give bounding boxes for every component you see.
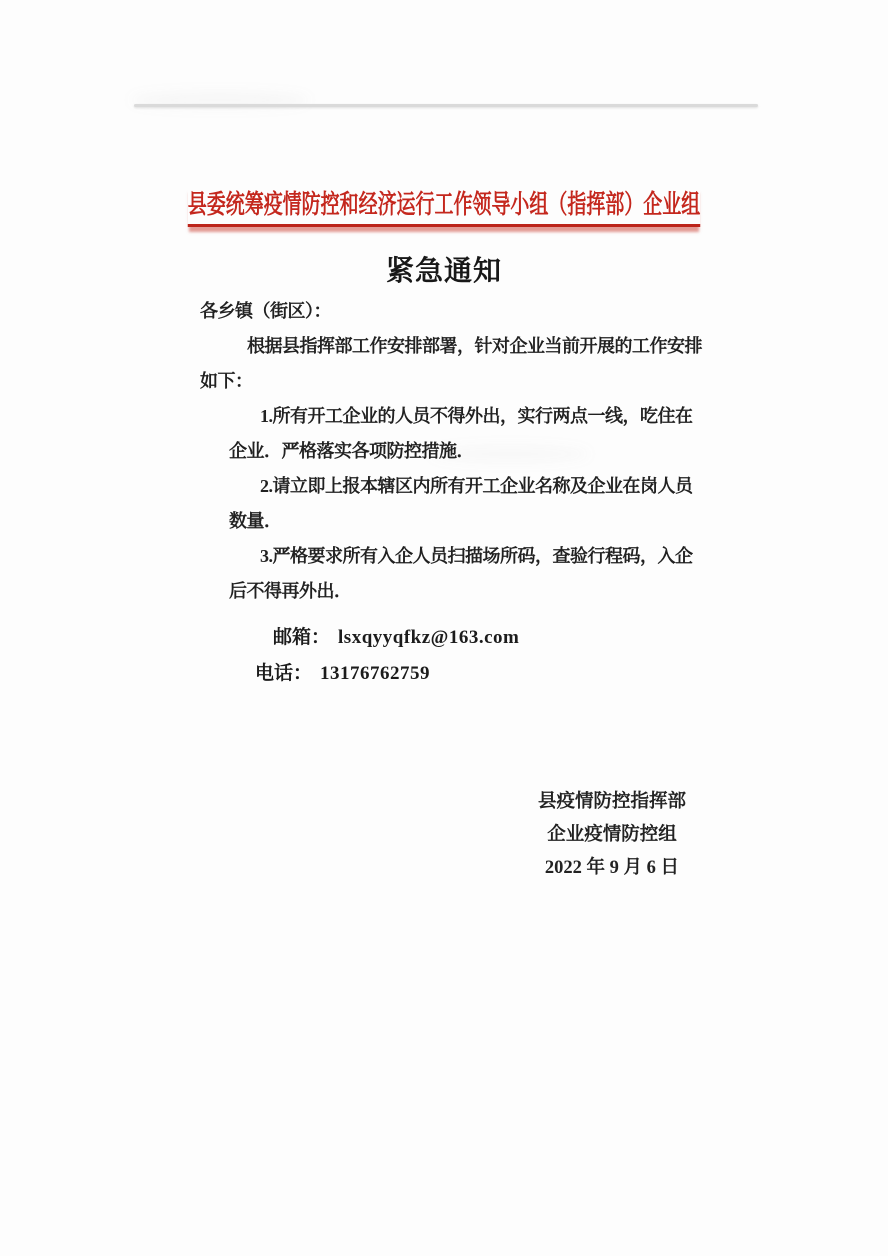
phone-number: 13176762759 <box>320 663 431 684</box>
item-2-line-1: 2.请立即上报本辖区内所有开工企业名称及企业在岗人员 <box>260 476 693 496</box>
org-title <box>0 184 888 227</box>
signature-org-2: 企业疫情防控组 <box>547 825 677 845</box>
email-address: lsxqyyqfkz@163.com <box>338 627 520 648</box>
email-line <box>255 620 519 656</box>
phone-label: 电话： <box>255 663 313 684</box>
salutation-line: 各乡镇（街区）： <box>200 301 331 321</box>
notice-body <box>200 294 700 609</box>
item-1-line-1: 1.所有开工企业的人员不得外出，实行两点一线，吃住在 <box>260 406 693 426</box>
header-divider-line <box>134 104 758 107</box>
intro-line-1: 根据县指挥部工作安排部署，针对企业当前开展的工作安排 <box>247 336 702 356</box>
signature-date: 2022 年 9 月 6 日 <box>544 858 680 878</box>
email-label: 邮箱： <box>273 627 331 648</box>
phone-line <box>255 656 519 692</box>
item-3-line-2: 后不得再外出． <box>229 581 352 601</box>
item-1-line-2: 企业．严格落实各项防控措施． <box>229 441 474 461</box>
signature-org-1: 县疫情防控指挥部 <box>537 792 686 812</box>
signature-block <box>494 786 730 885</box>
item-2-line-2: 数量． <box>229 511 282 531</box>
intro-line-2: 如下： <box>200 371 253 391</box>
notice-title: 紧急通知 <box>385 256 502 287</box>
org-title-text: 县委统筹疫情防控和经济运行工作领导小组（指挥部）企业组 <box>188 184 700 227</box>
contact-block <box>255 620 519 692</box>
item-3-line-1: 3.严格要求所有入企人员扫描场所码，查验行程码，入企 <box>260 546 693 566</box>
